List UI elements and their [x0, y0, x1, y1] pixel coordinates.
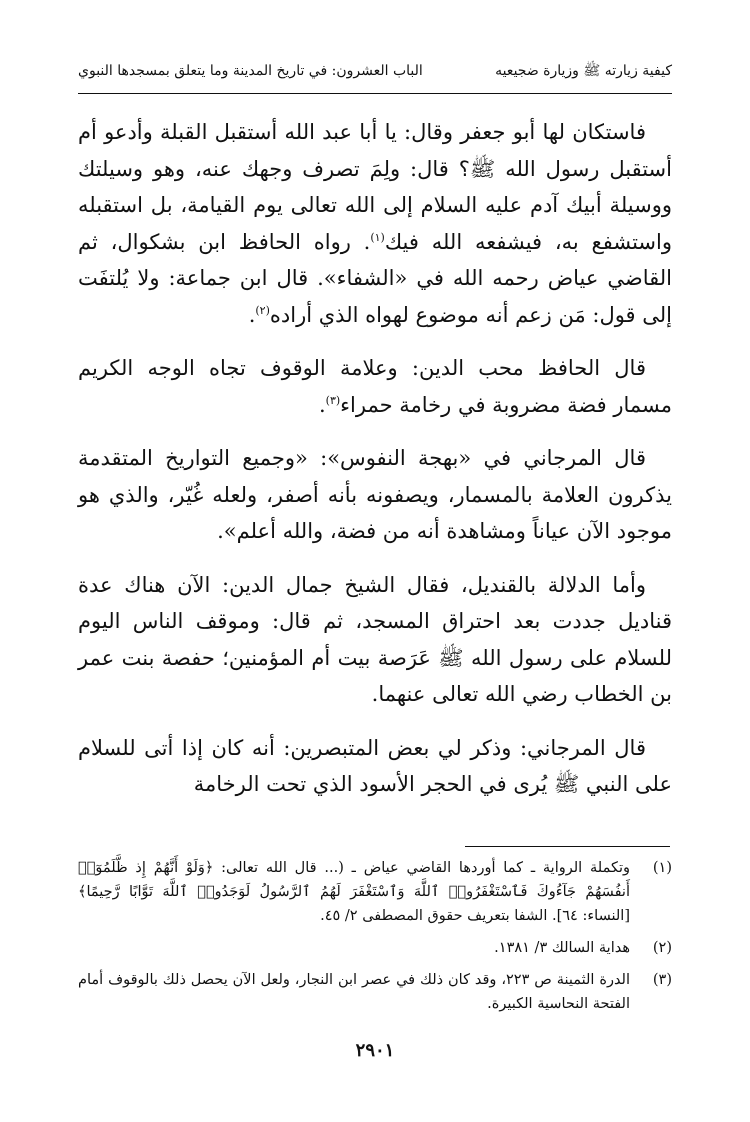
footnote-2-number: (٢)	[652, 940, 672, 956]
header-divider	[78, 93, 672, 94]
paragraph-3: قال المرجاني في «بهجة النفوس»: «وجميع التواريخ المتقدمة يذكرون العلامة بالمسمار، ويصفونه بأنه أصفر، ولعله غُيّر، والذي هو موجود الآن عياناً ومشاهدة أنه من فضة، والله أعلم».	[78, 446, 672, 543]
footnotes	[78, 856, 672, 1024]
paragraph-4: وأما الدلالة بالقنديل، فقال الشيخ جمال الدين: الآن هناك عدة قناديل جددت بعد احتراق المسجد، ثم قال: وموقف الناس اليوم للسلام على رسول الله ﷺ عَرَصة بيت أم المؤمنين؛ حفصة بنت عمر بن الخطاب رضي الله تعالى عنهما.	[78, 572, 672, 706]
footnote-1-number: (١)	[652, 860, 672, 876]
running-head	[78, 56, 672, 86]
paragraph-1-end: .	[248, 302, 256, 327]
paragraph-5: قال المرجاني: وذكر لي بعض المتبصرين: أنه كان إذا أتى للسلام على النبي ﷺ يُرى في الحجر الأسود الذي تحت الرخامة	[78, 735, 672, 796]
footnote-2-text: هداية السالك ٣/ ١٣٨١.	[494, 940, 630, 956]
paragraph-2-end: .	[318, 392, 326, 417]
footnote-divider	[465, 846, 670, 847]
footnote-3-text: الدرة الثمينة ص ٢٢٣، وقد كان ذلك في عصر ابن النجار، ولعل الآن يحصل ذلك بالوقوف أمام الفتحة النحاسية الكبيرة.	[78, 972, 631, 1012]
footnote-ref-3[interactable]: (٣)	[325, 393, 341, 407]
main-text	[78, 114, 672, 803]
footnote-2	[78, 936, 672, 960]
page-number: ٢٩٠١	[355, 1040, 395, 1061]
paragraph-1-text-continued: . رواه الحافظ ابن بشكوال، ثم القاضي عياض رحمه الله في «الشفاء». قال ابن جماعة: ولا يُلتفَت إلى قول: مَن زعم أنه موضوع لهواه الذي أراده	[78, 229, 672, 327]
paragraph-1	[78, 114, 672, 333]
footnote-1	[78, 856, 672, 928]
footnote-1-text: وتكملة الرواية ـ كما أوردها القاضي عياض ـ (... قال الله تعالى: ﴿وَلَوْ أَنَّهُمْ إِذ ظَّلَمُوٓا۟ أَنفُسَهُمْ جَآءُوكَ فَٱسْتَغْفَرُوا۟ ٱللَّهَ وَٱسْتَغْفَرَ لَهُمُ ٱلرَّسُولُ لَوَجَدُوا۟ ٱللَّهَ تَوَّابًا رَّحِيمًا﴾ [النساء: ٦٤]. الشفا بتعريف حقوق المصطفى ٢/ ٤٥.	[78, 860, 630, 924]
running-head-chapter-title: الباب العشرون: في تاريخ المدينة وما يتعلق بمسجدها النبوي	[78, 63, 423, 79]
footnote-ref-2[interactable]: (٢)	[255, 303, 270, 317]
running-head-chapter-section: كيفية زيارته ﷺ وزيارة ضجيعيه	[495, 63, 672, 79]
footnote-ref-1[interactable]: (١)	[370, 230, 385, 244]
paragraph-2	[78, 350, 672, 423]
footnote-3	[78, 968, 672, 1016]
paragraph-1-text: فاستكان لها أبو جعفر وقال: يا أبا عبد الله أستقبل القبلة وأدعو أم أستقبل رسول الله ﷺ؟ قال: ولِمَ تصرف وجهك عنه، وهو وسيلتك ووسيلة أبيك آدم عليه السلام إلى الله تعالى يوم القيامة، بل استقبله واستشفع به، فيشفعه الله فيك	[78, 120, 672, 254]
footnote-3-number: (٣)	[652, 972, 672, 988]
paragraph-2-text: قال الحافظ محب الدين: وعلامة الوقوف تجاه الوجه الكريم مسمار فضة مضروبة في رخامة حمراء	[78, 356, 672, 417]
